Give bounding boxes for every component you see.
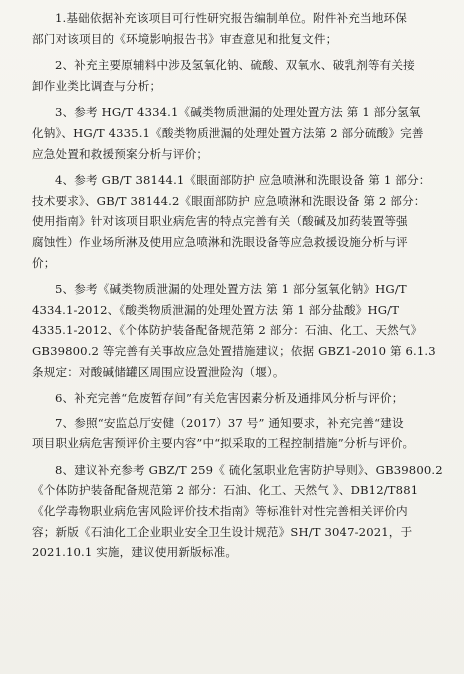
paragraph-8-line-3: 《化学毒物职业病危害风险评价技术指南》等标准针对性完善相关评价内 <box>32 504 408 519</box>
paragraph-4 <box>32 170 434 273</box>
paragraph-3-line-1: 3、参考 HG/T 4334.1《碱类物质泄漏的处理处置方法 第 1 部分氢氧 <box>55 105 421 120</box>
paragraph-3-line-3: 应急处置和救援预案分析与评价； <box>32 146 209 161</box>
paragraph-6-line-1: 6、补充完善“危废暂存间”有关危害因素分析及通排风分析与评价； <box>55 391 404 406</box>
paragraph-5-line-4: GB39800.2 等完善有关事故应急处置措施建议；依据 GBZ1-2010 第 6.1.3 <box>32 343 436 358</box>
paragraph-8-line-2: 《个体防护装备配备规范第 2 部分：石油、化工、天然气 》、DB12/T881 <box>32 483 419 498</box>
paragraph-4-line-4: 腐蚀性）作业场所淋及使用应急喷淋和洗眼设备等应急救援设施分析与评 <box>32 234 408 249</box>
paragraph-4-line-5: 价； <box>32 255 56 270</box>
paragraph-3-line-2: 化钠》、HG/T 4335.1《酸类物质泄漏的处理处置方法第 2 部分硫酸》完善 <box>32 125 424 140</box>
paragraph-5-line-1: 5、参考《碱类物质泄漏的处理处置方法 第 1 部分氢氧化钠》HG/T <box>55 282 407 297</box>
paragraph-3 <box>32 102 434 164</box>
paragraph-8-line-4: 容；新版《石油化工企业职业安全卫生设计规范》SH/T 3047-2021，于 <box>32 524 413 539</box>
paragraph-1 <box>32 8 434 49</box>
paragraph-4-line-2: 技术要求》、GB/T 38144.2《眼面部防护 应急喷淋和洗眼设备 第 2 部分： <box>32 193 426 208</box>
paragraph-2-line-1: 2、补充主要原辅料中涉及氢氧化钠、硫酸、双氧水、破乳剂等有关接 <box>55 58 415 73</box>
paragraph-7-line-1: 7、参照“安监总厅安健（2017）37 号” 通知要求，补充完善“建设 <box>55 415 404 430</box>
paragraph-6 <box>32 388 434 409</box>
paragraph-5 <box>32 279 434 382</box>
paragraph-8 <box>32 460 443 563</box>
paragraph-5-line-3: 4335.1-2012、《个体防护装备配备规范第 2 部分：石油、化工、天然气》 <box>32 323 423 338</box>
paragraph-8-line-1: 8、建议补充参考 GBZ/T 259《 硫化氢职业危害防护导则》、GB39800.2 <box>55 462 443 477</box>
paragraph-1-line-2: 部门对该项目的《环境影响报告书》审查意见和批复文件； <box>32 31 338 46</box>
paragraph-4-line-3: 使用指南》针对该项目职业病危害的特点完善有关（酸碱及加药装置等强 <box>32 214 408 229</box>
paragraph-5-line-5: 条规定：对酸碱储罐区周围应设置泄险沟（堰）。 <box>32 364 285 379</box>
paragraph-2-line-2: 卸作业类比调查与分析； <box>32 78 162 93</box>
paragraph-5-line-2: 4334.1-2012、《酸类物质泄漏的处理处置方法 第 1 部分盐酸》HG/T <box>32 302 400 317</box>
paragraph-7 <box>32 413 434 454</box>
paragraph-4-line-1: 4、参考 GB/T 38144.1《眼面部防护 应急喷淋和洗眼设备 第 1 部分： <box>55 173 431 188</box>
paragraph-7-line-2: 项目职业病危害预评价主要内容”中“拟采取的工程控制措施”分析与评价。 <box>32 436 415 451</box>
paragraph-2 <box>32 55 434 96</box>
paragraph-1-line-1: 1.基础依据补充该项目可行性研究报告编制单位。附件补充当地环保 <box>55 11 407 25</box>
paragraph-8-line-5: 2021.10.1 实施，建议使用新版标准。 <box>32 545 238 560</box>
